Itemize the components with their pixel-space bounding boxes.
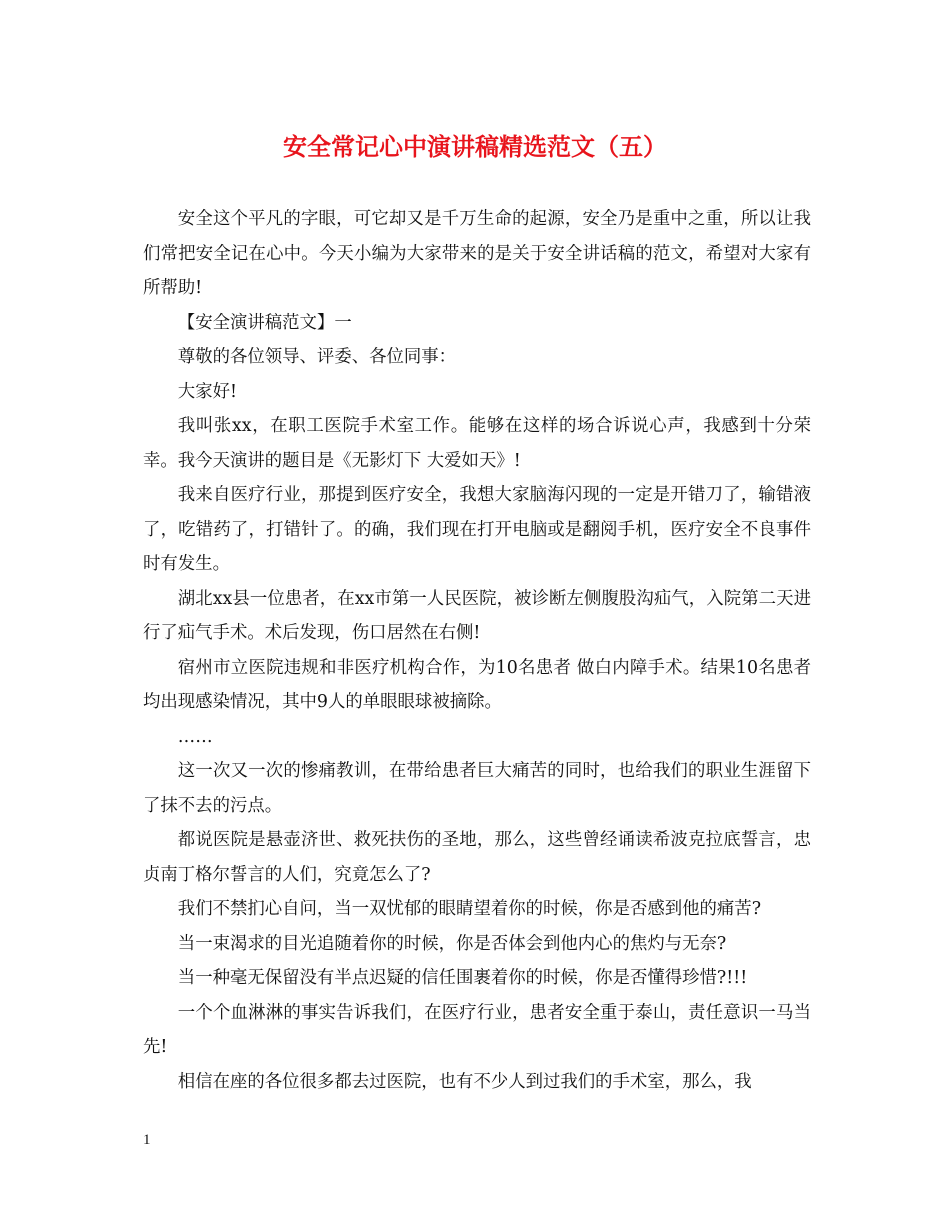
paragraph: 当一束渴求的目光追随着你的时候，你是否体会到他内心的焦灼与无奈? [177,933,727,954]
page-number: 1 [143,1132,151,1148]
paragraph: 我叫张xx，在职工医院手术室工作。能够在这样的场合诉说心声，我感到十分荣幸。我今天演讲的题目是《无影灯下 大爱如天》! [143,416,811,471]
paragraph: 尊敬的各位领导、评委、各位同事： [177,347,457,367]
paragraph: 安全这个平凡的字眼，可它却又是千万生命的起源，安全乃是重中之重，所以让我们常把安全记在心中。今天小编为大家带来的是关于安全讲话稿的范文，希望对大家有所帮助! [143,209,811,298]
paragraph: 一个个血淋淋的事实告诉我们，在医疗行业，患者安全重于泰山，责任意识一马当先! [143,1002,811,1057]
paragraph: 相信在座的各位很多都去过医院，也有不少人到过我们的手术室，那么，我 [177,1071,752,1092]
paragraph: 当一种毫无保留没有半点迟疑的信任围裹着你的时候，你是否懂得珍惜?!!! [177,968,748,988]
paragraph: 我来自医疗行业，那提到医疗安全，我想大家脑海闪现的一定是开错刀了，输错液了，吃错药了，打错针了。的确，我们现在打开电脑或是翻阅手机，医疗安全不良事件时有发生。 [143,485,811,574]
paragraph: 我们不禁扪心自问，当一双忧郁的眼睛望着你的时候，你是否感到他的痛苦? [177,899,762,919]
paragraph: 湖北xx县一位患者，在xx市第一人民医院，被诊断左侧腹股沟疝气，入院第二天进行了疝气手术。术后发现，伤口居然在右侧! [143,588,811,643]
paragraph: 这一次又一次的惨痛教训，在带给患者巨大痛苦的同时，也给我们的职业生涯留下了抹不去的污点。 [143,761,811,816]
paragraph: 都说医院是悬壶济世、救死扶伤的圣地，那么，这些曾经诵读希波克拉底誓言，忠贞南丁格尔誓言的人们，究竟怎么了? [143,830,811,885]
document-body [143,202,811,1099]
paragraph: 宿州市立医院违规和非医疗机构合作，为10名患者 做白内障手术。结果10名患者均出现感染情况，其中9人的单眼眼球被摘除。 [143,657,811,712]
document-title: 安全常记心中演讲稿精选范文（五） [283,132,667,161]
paragraph: 大家好! [177,381,237,402]
paragraph: 【安全演讲稿范文】一 [177,312,352,333]
paragraph: …… [177,726,213,747]
